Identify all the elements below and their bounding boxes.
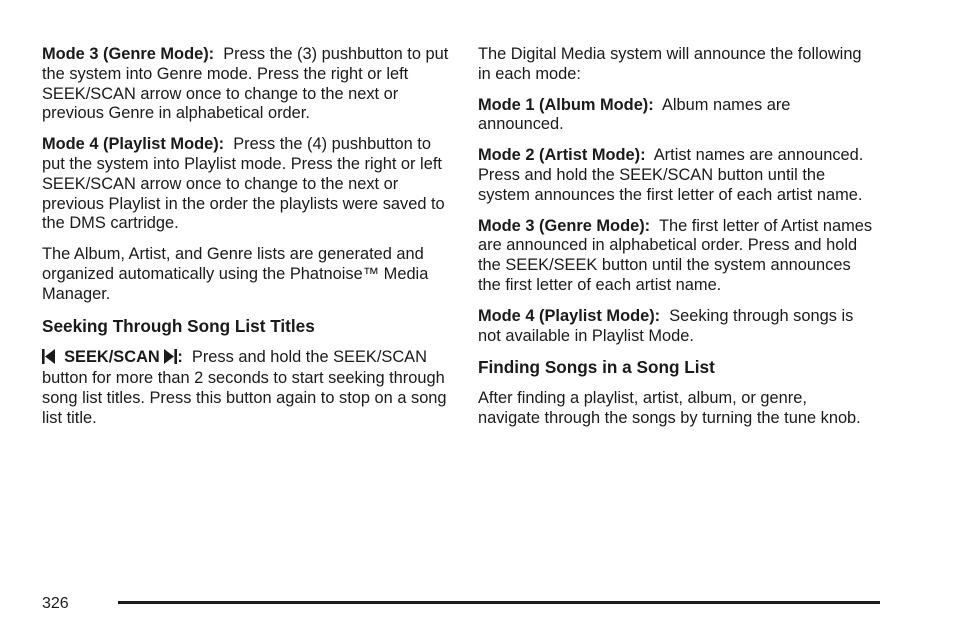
section-heading-finding: Finding Songs in a Song List [478, 357, 715, 378]
lists-paragraph: The Album, Artist, and Genre lists are generated and organized automatically using the Phatnoise™ Media Manager. [42, 245, 429, 303]
left-column [42, 45, 452, 440]
mode3-genre-paragraph [42, 45, 452, 124]
mode3-genre-announce-paragraph [478, 217, 873, 296]
mode4-playlist-paragraph [42, 135, 452, 234]
mode4-announce-text: Seeking through songs is not available in Playlist Mode. [478, 306, 854, 345]
finding-songs-paragraph: After finding a playlist, artist, album, or genre, navigate through the songs by turning the tune knob. [478, 389, 861, 428]
seek-back-icon [42, 349, 55, 370]
mode3-announce-text: The first letter of Artist names are announced in alphabetical order. Press and hold the SEEK/SEEK button until the system announces the first letter of each artist name. [478, 216, 873, 294]
mode1-text: Album names are announced. [478, 95, 791, 134]
mode2-text: Artist names are announced. Press and hold the SEEK/SCAN button until the system announces the first letter of each artist name. [478, 146, 864, 204]
section-heading-seeking: Seeking Through Song List Titles [42, 315, 315, 336]
mode1-album-paragraph [478, 96, 873, 136]
footer-divider [118, 601, 880, 604]
seek-scan-label: SEEK/SCAN [64, 347, 160, 366]
mode4-label: Mode 4 (Playlist Mode): [42, 135, 225, 154]
mode2-artist-paragraph [478, 146, 873, 205]
seek-scan-text: Press and hold the SEEK/SCAN button for more than 2 seconds to start seeking through song list titles. Press this button again to stop on a song list title. [42, 347, 447, 427]
mode2-label: Mode 2 (Artist Mode): [478, 146, 646, 165]
mode4-text: Press the (4) pushbutton to put the system into Playlist mode. Press the right or left SEEK/SCAN arrow once to change to the next or previous Playlist in the order the playlists were saved to the DMS cartridge. [42, 135, 445, 233]
mode4-playlist-announce-paragraph [478, 307, 873, 347]
seek-scan-paragraph [42, 348, 452, 429]
mode4-announce-label: Mode 4 (Playlist Mode): [478, 306, 661, 325]
mode3-label: Mode 3 (Genre Mode): [42, 45, 215, 63]
mode3-announce-label: Mode 3 (Genre Mode): [478, 216, 651, 235]
seek-colon: : [177, 347, 183, 366]
mode1-label: Mode 1 (Album Mode): [478, 95, 654, 114]
announce-intro: The Digital Media system will announce the following in each mode: [478, 45, 862, 83]
seek-forward-icon [164, 349, 177, 370]
right-column [478, 45, 873, 440]
page-number: 326 [42, 595, 69, 612]
mode3-text: Press the (3) pushbutton to put the system into Genre mode. Press the right or left SEEK/SCAN arrow once to change to the next or previous Genre in alphabetical order. [42, 45, 449, 123]
